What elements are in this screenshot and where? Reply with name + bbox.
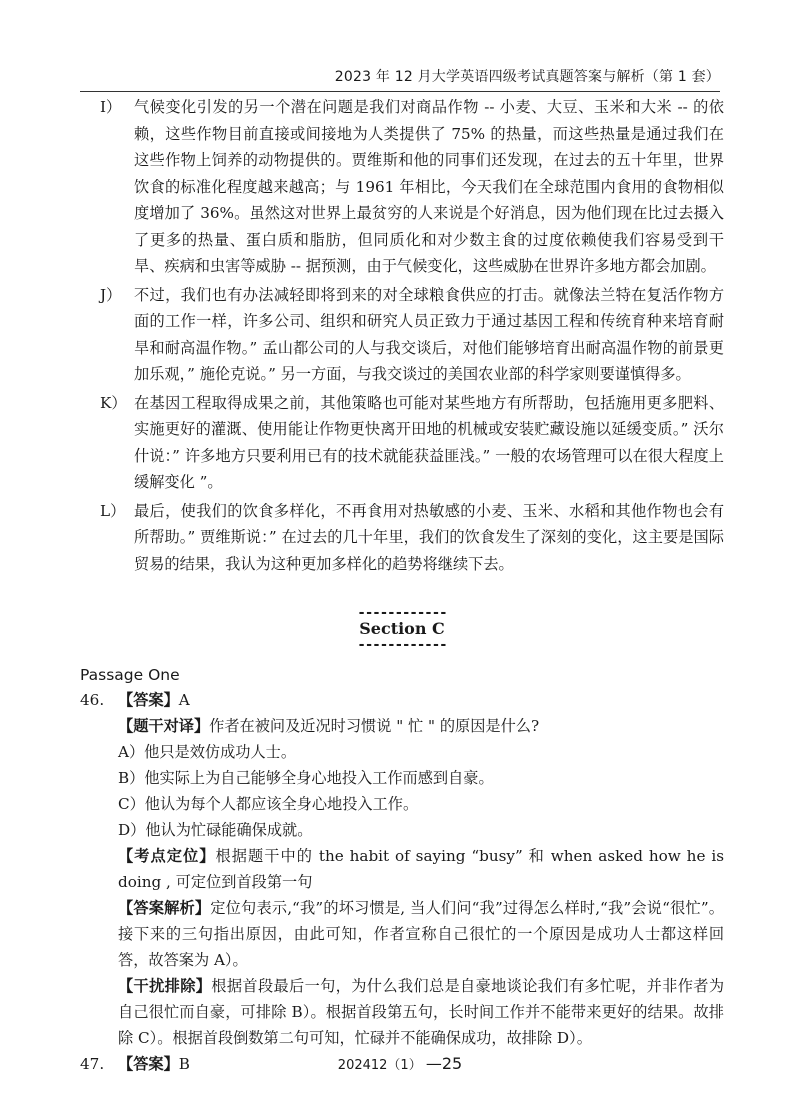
paragraph-i (80, 94, 724, 280)
option-b: B）他实际上为自己能够全身心地投入工作而感到自豪。 (118, 769, 494, 787)
section-dash-bottom: ------------ (357, 637, 447, 653)
locate-tag: 【考点定位】 (118, 847, 216, 865)
stem-row (80, 713, 724, 739)
distract-text: 根据首段最后一句，为什么我们总是自豪地谈论我们有多忙呢，并非作者为自己很忙而自豪，可排除 B）。根据首段第五句，长时间工作并不能带来更好的结果。故排除 C）。根据首段倒数第二句可知，忙碌并不能确保成功，故排除 D）。 (118, 977, 725, 1047)
paragraph-text: 不过，我们也有办法减轻即将到来的对全球粮食供应的打击。就像法兰特在复活作物方面的工作一样，许多公司、组织和研究人员正致力于通过基因工程和传统育种来培育耐旱和耐高温作物。” 孟山都公司的人与我交谈后，对他们能够培育出耐高温作物的前景更加乐观，” 施伦克说。” 另一方面，与我交谈过的美国农业部的科学家则要谨慎得多。 (134, 285, 724, 383)
question-46 (80, 687, 724, 713)
passage-title: Passage One (80, 666, 180, 684)
section-heading (80, 607, 724, 651)
page-header: 2023 年 12 月大学英语四级考试真题答案与解析（第 1 套） (80, 66, 720, 92)
answer-tag: 【答案】 (118, 1055, 179, 1073)
distract-row (80, 973, 724, 1051)
question-number: 46. (80, 691, 105, 709)
footer-code: 202412（1） (337, 1058, 422, 1073)
paragraph-k (80, 390, 724, 496)
page-content (80, 94, 724, 1077)
paragraph-l (80, 498, 724, 578)
option-d: D）他认为忙碌能确保成就。 (118, 821, 313, 839)
analysis-text: 定位句表示,“我”的坏习惯是, 当人们问“我”过得怎么样时,“我”会说“很忙”。接下来的三句指出原因，由此可知，作者宣称自己很忙的一个原因是成功人士都这样回答，故答案为 A）。 (118, 899, 724, 969)
option-a: A）他只是效仿成功人士。 (118, 743, 297, 761)
paragraph-text: 最后，使我们的饮食多样化，不再食用对热敏感的小麦、玉米、水稻和其他作物也会有所帮助。” 贾维斯说：” 在过去的几十年里，我们的饮食发生了深刻的变化，这主要是国际贸易的结果，我认为这种更加多样化的趋势将继续下去。 (134, 501, 724, 573)
answer-value: B (178, 1055, 190, 1073)
paragraph-label: L） (100, 501, 126, 520)
page-footer (0, 1054, 800, 1073)
paragraph-text: 在基因工程取得成果之前，其他策略也可能对某些地方有所帮助，包括施用更多肥料、实施更好的灌溉、使用能让作物更快离开田地的机械或安装贮藏设施以延缓变质。” 沃尔什说：” 许多地方只要利用已有的技术就能获益匪浅。” 一般的农场管理可以在很大程度上缓解变化 ”。 (134, 393, 724, 491)
page-number: —25 (425, 1054, 463, 1073)
answer-value: A (178, 691, 190, 709)
stem-text: 作者在被问及近况时习惯说 " 忙 " 的原因是什么? (209, 717, 540, 735)
analysis-tag: 【答案解析】 (118, 899, 211, 917)
question-number: 47. (80, 1055, 105, 1073)
section-title: Section C (359, 619, 445, 638)
paragraph-j (80, 282, 724, 388)
answer-tag: 【答案】 (118, 691, 179, 709)
section-dash-top: ------------ (357, 605, 447, 621)
paragraph-label: I） (100, 98, 122, 116)
analysis-row (80, 895, 724, 973)
option-c: C）他认为每个人都应该全身心地投入工作。 (118, 795, 419, 813)
paragraph-label: J） (100, 285, 122, 304)
locate-row (80, 843, 724, 895)
locate-text: 根据题干中的 the habit of saying “busy” 和 when asked how he is doing , 可定位到首段第一句 (118, 847, 724, 891)
paragraph-text: 气候变化引发的另一个潜在问题是我们对商品作物 -- 小麦、大豆、玉米和大米 -- 的依赖，这些作物目前直接或间接地为人类提供了 75% 的热量，而这些热量是通过我们在这些作物上饲养的动物提供的。贾维斯和他的同事们还发现，在过去的五十年里，世界饮食的标准化程度越来越高；与 1961 年相比，今天我们在全球范围内食用的食物相似度增加了 36%。虽然这对世界上最贫穷的人来说是个好消息，因为他们现在比过去摄入了更多的热量、蛋白质和脂肪，但同质化和对少数主食的过度依赖使我们容易受到干旱、疾病和虫害等威胁 -- 据预测，由于气候变化，这些威胁在世界许多地方都会加剧。 (134, 98, 724, 275)
distract-tag: 【干扰排除】 (118, 977, 212, 995)
stem-tag: 【题干对译】 (118, 717, 210, 735)
paragraph-label: K） (100, 393, 127, 412)
